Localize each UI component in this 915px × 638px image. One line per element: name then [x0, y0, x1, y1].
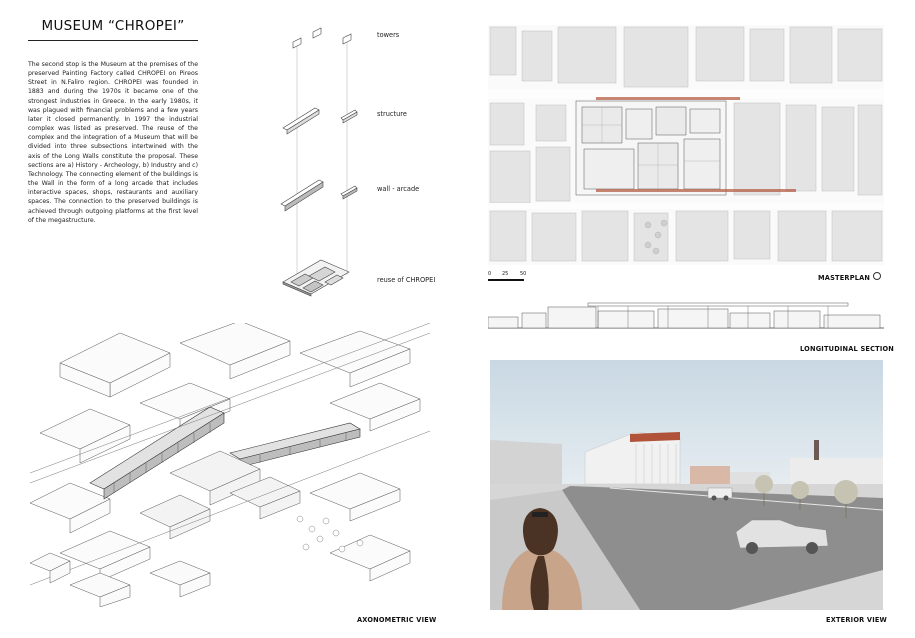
towers-layer [293, 28, 351, 48]
scale-tick-50: 50 [520, 271, 527, 277]
project-description: The second stop is the Museum at the premises of the preserved Painting Factory called CHROPEI on Pireos Street in N.Faliro region. CHROPEI was founded in 1883 and during the 1970s it became one of the strongest industries in Greece. In the early 1980s, it was plagued with financial problems and a few years later it closed permanently. In 1997 the industrial complex was listed as preserved. The reuse of the complex and the integration of a Museum that will be divided into three subsections intertwined with the axis of the Long Walls constitute the proposal. These sections are a) History - Archeology, b) Industry and c) Technology. The connecting element of the buildings is the Wall in the form of a long arcade that includes interactive spaces, shops, restaurants and auxiliary spaces. The connection to the preserved buildings is achieved through outgoing platforms at the first level of the megastructure. [28, 61, 198, 224]
caption-axonometric: AXONOMETRIC VIEW [357, 616, 437, 624]
exploded-diagram [275, 20, 375, 300]
exterior-render [490, 360, 883, 610]
structure-layer [283, 108, 357, 134]
longitudinal-section [488, 295, 884, 335]
caption-masterplan: MASTERPLAN [818, 274, 871, 282]
label-structure: structure [377, 110, 407, 118]
caption-section: LONGITUDINAL SECTION [800, 345, 895, 353]
scale-tick-25: 25 [502, 271, 509, 277]
scale-tick-0: 0 [488, 271, 492, 277]
title-underline [28, 40, 198, 41]
label-towers: towers [377, 31, 400, 39]
axonometric-drawing [30, 323, 430, 607]
masterplan-drawing [488, 25, 884, 265]
wall-layer [281, 180, 357, 211]
label-reuse: reuse of CHROPEI [377, 276, 436, 284]
reuse-layer [283, 260, 349, 296]
label-wall-arcade: wall - arcade [377, 185, 420, 193]
page-title: MUSEUM “CHROPEI” [41, 18, 185, 34]
caption-exterior: EXTERIOR VIEW [826, 616, 888, 624]
north-arrow-icon [873, 272, 881, 280]
